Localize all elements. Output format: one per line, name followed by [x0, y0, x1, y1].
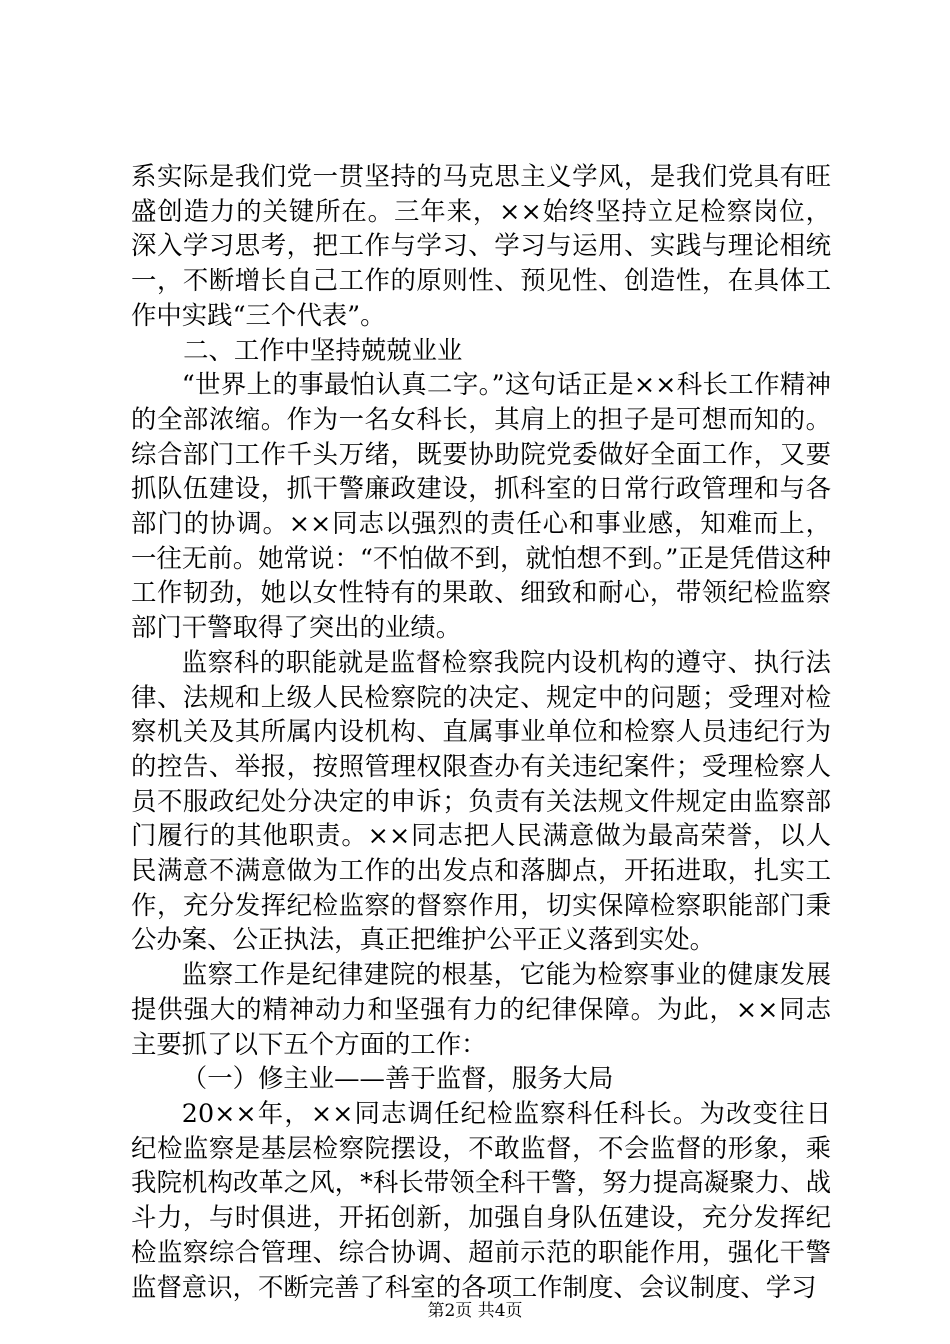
paragraph-continuation: 系实际是我们党一贯坚持的马克思主义学风，是我们党具有旺盛创造力的关键所在。三年来，××始终坚持立足检察岗位，深入学习思考，把工作与学习、学习与运用、实践与理论相统一，不断增长自己工作的原则性、预见性、创造性，在具体工作中实践“三个代表”。: [131, 161, 831, 330]
subsection-heading-1: （一）修主业——善于监督，服务大局: [181, 1063, 614, 1094]
page-footer: 第2页 共4页: [427, 1301, 523, 1321]
paragraph-foundation: 监察工作是纪律建院的根基，它能为检察事业的健康发展提供强大的精神动力和坚强有力的纪律保障。为此，××同志主要抓了以下五个方面的工作：: [131, 959, 831, 1059]
section-heading-2: 二、工作中坚持兢兢业业: [183, 334, 463, 365]
paragraph-appointment: 20××年，××同志调任纪检监察科任科长。为改变往日纪检监察是基层检察院摆设，不敢监督，不会监督的形象，乘我院机构改革之风，*科长带领全科干警，努力提高凝聚力、战斗力，与时俱进，开拓创新，加强自身队伍建设，充分发挥纪检监察综合管理、综合协调、超前示范的职能作用，强化干警监督意识，不断完善了科室的各项工作制度、会议制度、学习: [131, 1097, 831, 1302]
paragraph-duties: 监察科的职能就是监督检察我院内设机构的遵守、执行法律、法规和上级人民检察院的决定、规定中的问题；受理对检察机关及其所属内设机构、直属事业单位和检察人员违纪行为的控告、举报，按照管理权限查办有关违纪案件；受理检察人员不服政纪处分决定的申诉；负责有关法规文件规定由监察部门履行的其他职责。××同志把人民满意做为最高荣誉，以人民满意不满意做为工作的出发点和落脚点，开拓进取，扎实工作，充分发挥纪检监察的督察作用，切实保障检察职能部门秉公办案、公正执法，真正把维护公平正义落到实处。: [131, 646, 831, 955]
document-body: [131, 159, 831, 1304]
paragraph-quote: “世界上的事最怕认真二字。”这句话正是××科长工作精神的全部浓缩。作为一名女科长，其肩上的担子是可想而知的。综合部门工作千头万绪，既要协助院党委做好全面工作，又要抓队伍建设，抓干警廉政建设，抓科室的日常行政管理和与各部门的协调。××同志以强烈的责任心和事业感，知难而上，一往无前。她常说：“不怕做不到，就怕想不到。”正是凭借这种工作韧劲，她以女性特有的果敢、细致和耐心，带领纪检监察部门干警取得了突出的业绩。: [131, 369, 831, 643]
